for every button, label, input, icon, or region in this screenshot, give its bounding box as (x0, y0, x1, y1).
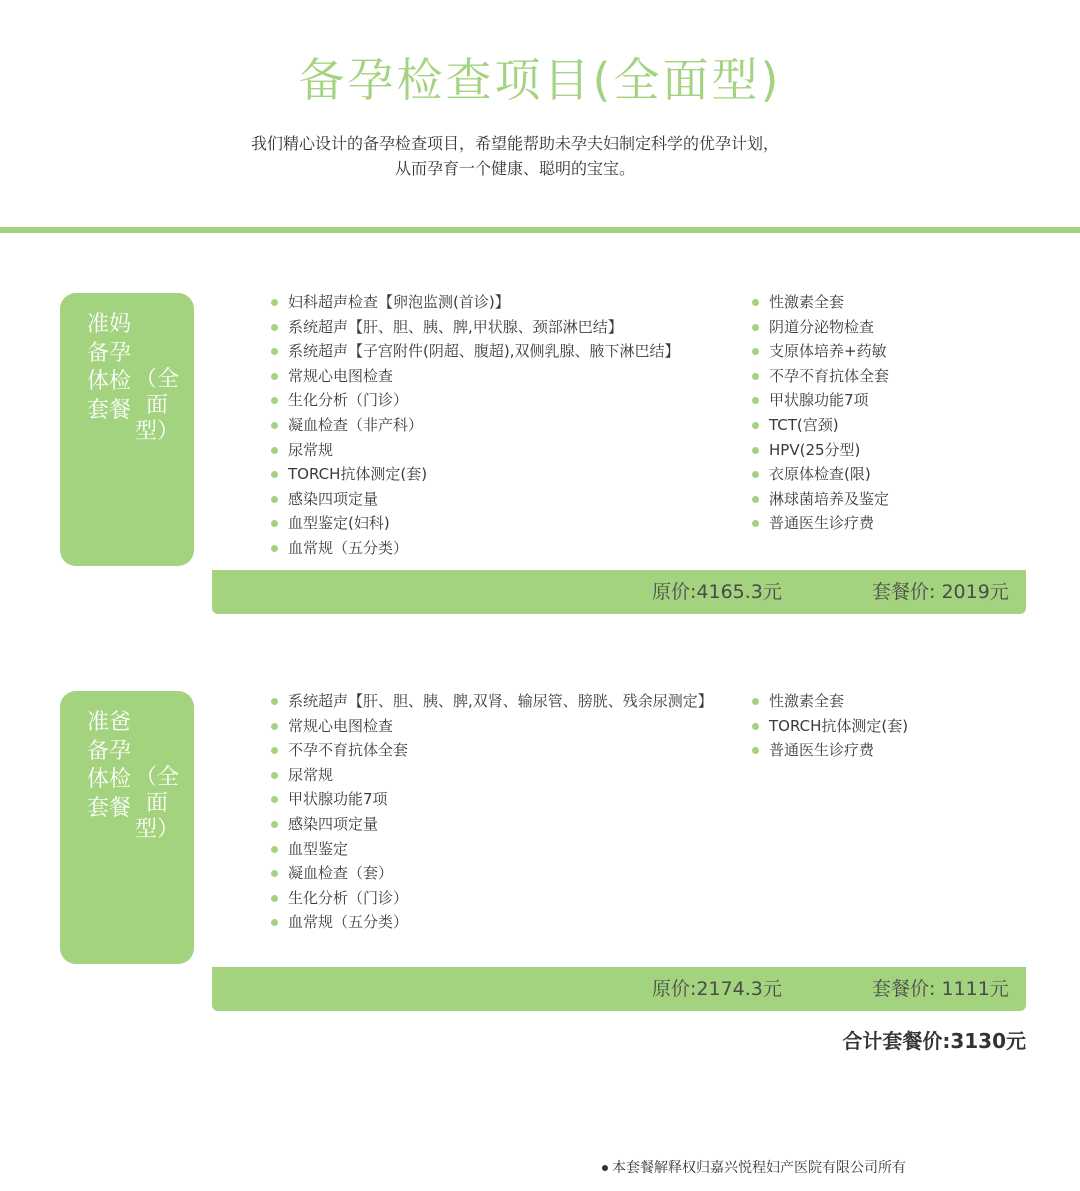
list-item: TORCH抗体测定(套) (271, 462, 679, 487)
list-item: 生化分析（门诊） (271, 388, 679, 413)
list-item: 性激素全套 (752, 290, 889, 315)
footnote (602, 1158, 906, 1178)
list-item: 系统超声【肝、胆、胰、脾,甲状腺、颈部淋巴结】 (271, 315, 679, 340)
list-item: TORCH抗体测定(套) (752, 714, 908, 739)
list-item: 妇科超声检查【卵泡监测(首诊)】 (271, 290, 679, 315)
bullet-icon (602, 1165, 608, 1171)
list-item: 淋球菌培养及鉴定 (752, 487, 889, 512)
header-divider (0, 227, 1080, 233)
list-item: 生化分析（门诊） (271, 886, 713, 911)
list-item: 衣原体检查(限) (752, 462, 889, 487)
list-item: 血常规（五分类） (271, 536, 679, 561)
package-tag-mother (60, 293, 194, 566)
list-item: 感染四项定量 (271, 812, 713, 837)
intro-line-2: 从而孕育一个健康、聪明的宝宝。 (394, 159, 635, 178)
list-item: 常规心电图检查 (271, 714, 713, 739)
package-tag-subtitle-text: （全面型） (134, 765, 179, 842)
price-bar (212, 570, 1026, 614)
package-tag-subtitle-text: （全面型） (134, 367, 179, 444)
list-item: 系统超声【子宫附件(阴超、腹超),双侧乳腺、腋下淋巴结】 (271, 339, 679, 364)
package-price: 套餐价: 2019元 (872, 581, 1009, 603)
list-item: 感染四项定量 (271, 487, 679, 512)
list-item: 尿常规 (271, 763, 713, 788)
list-item: 阴道分泌物检查 (752, 315, 889, 340)
list-item: 凝血检查（非产科） (271, 413, 679, 438)
intro-line-1: 我们精心设计的备孕检查项目，希望能帮助未孕夫妇制定科学的优孕计划， (250, 134, 779, 153)
list-item: 血型鉴定 (271, 837, 713, 862)
package-price: 套餐价: 1111元 (872, 978, 1009, 1000)
total-package-price: 合计套餐价:3130元 (842, 1029, 1026, 1053)
package-items-left (271, 290, 679, 561)
list-item: 不孕不育抗体全套 (752, 364, 889, 389)
list-item: 常规心电图检查 (271, 364, 679, 389)
list-item: 性激素全套 (752, 689, 908, 714)
package-tag-subtitle (132, 765, 182, 843)
package-items-left (271, 689, 713, 935)
price-bar (212, 967, 1026, 1011)
list-item: 普通医生诊疗费 (752, 738, 908, 763)
list-item: 甲状腺功能7项 (271, 787, 713, 812)
list-item: 不孕不育抗体全套 (271, 738, 713, 763)
package-items-right (752, 290, 889, 536)
package-tag-title: 准爸备孕体检套餐 (86, 710, 131, 821)
package-tag-father (60, 691, 194, 964)
footnote-text: 本套餐解释权归嘉兴悦程妇产医院有限公司所有 (612, 1160, 906, 1176)
list-item: 支原体培养+药敏 (752, 339, 889, 364)
list-item: 系统超声【肝、胆、胰、脾,双肾、输尿管、膀胱、残余尿测定】 (271, 689, 713, 714)
list-item: 血型鉴定(妇科) (271, 511, 679, 536)
package-items-right (752, 689, 908, 763)
list-item: TCT(宫颈) (752, 413, 889, 438)
original-price: 原价:2174.3元 (652, 978, 782, 1000)
package-tag-subtitle (132, 367, 182, 445)
list-item: 血常规（五分类） (271, 910, 713, 935)
list-item: 尿常规 (271, 438, 679, 463)
page-title: 备孕检查项目(全面型) (298, 53, 782, 107)
list-item: 甲状腺功能7项 (752, 388, 889, 413)
list-item: 凝血检查（套） (271, 861, 713, 886)
original-price: 原价:4165.3元 (652, 581, 782, 603)
list-item: HPV(25分型) (752, 438, 889, 463)
package-tag-title: 准妈备孕体检套餐 (86, 312, 131, 423)
list-item: 普通医生诊疗费 (752, 511, 889, 536)
